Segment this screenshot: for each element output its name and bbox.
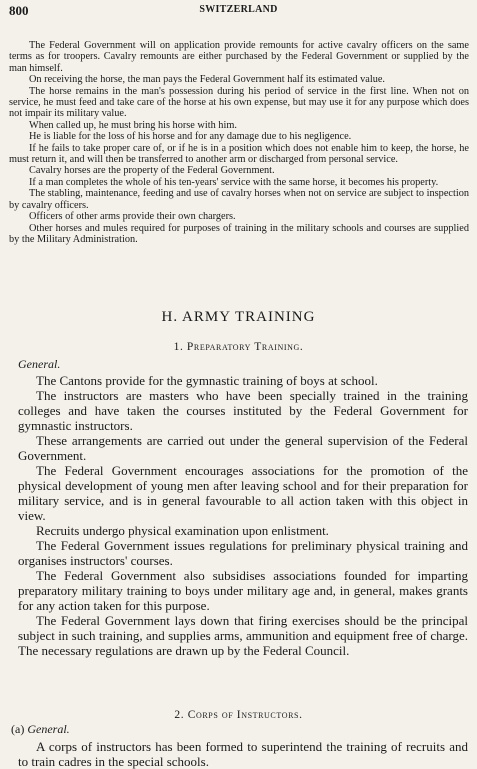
paragraph: A corps of instructors has been formed to superintend the training of recruits and to train cadres in the special schools.	[18, 739, 468, 769]
paragraph: If a man completes the whole of his ten-years' service with the same horse, it becomes his property.	[29, 176, 439, 188]
section-heading: H. ARMY TRAINING	[161, 309, 316, 325]
subsection-heading-corps-of-instructors: 2. Corps of Instructors.	[174, 709, 303, 721]
paragraph: The Federal Government will on application provide remounts for active cavalry officers on the same terms as for troopers. Cavalry remounts are either purchased by the Federal Government or supplied by the man himself.	[9, 40, 469, 74]
paragraph: The instructors are masters who have been specially trained in the training colleges and have taken the courses instituted by the Federal Government for gymnastic instructors.	[18, 388, 468, 433]
corps-of-instructors-text	[18, 739, 468, 769]
paragraph: The horse remains in the man's possession during his period of service in the first line. When not on service, he must feed and take care of the horse at his own expense, but may use it for any purpose which does not impair its military value.	[9, 85, 469, 120]
paragraph: Recruits undergo physical examination upon enlistment.	[36, 523, 329, 538]
paragraph: On receiving the horse, the man pays the Federal Government half its estimated value.	[29, 74, 385, 86]
paragraph: If he fails to take proper care of, or if he is in a position which does not enable him to keep, the horse, he must return it, and will then be transferred to another arm or discharged from personal service.	[9, 142, 469, 166]
paragraph: The Federal Government lays down that firing exercises should be the principal subject in such training, and supplies arms, ammunition and equipment free of charge. The necessary regulations are drawn up by the Federal Council.	[18, 613, 468, 658]
side-marker: (a)	[11, 722, 25, 736]
paragraph: The Cantons provide for the gymnastic training of boys at school.	[36, 373, 378, 388]
paragraph: The Federal Government issues regulations for preliminary physical training and organises instructors' courses.	[18, 538, 468, 568]
paragraph: Other horses and mules required for purposes of training in the military schools and courses are supplied by the Military Administration.	[9, 222, 469, 245]
running-head: SWITZERLAND	[199, 4, 278, 15]
paragraph: The stabling, maintenance, feeding and use of cavalry horses when not on service are subject to inspection by cavalry officers.	[9, 188, 469, 211]
paragraph: The Federal Government encourages associations for the promotion of the physical development of young men after leaving school and for their preparation for military service, and is in general favourable to all action taken with this object in view.	[18, 463, 468, 523]
horse-regulations-text	[9, 40, 469, 245]
page-number: 800	[9, 3, 29, 18]
side-label-general: General.	[18, 357, 61, 371]
side-label: General.	[27, 722, 70, 736]
paragraph: The Federal Government also subsidises associations founded for imparting preparatory military training to boys under military age and, in general, makes grants for any action taken for this purpose.	[18, 568, 468, 613]
preparatory-training-text	[18, 373, 468, 658]
paragraph: When called up, he must bring his horse with him.	[29, 119, 237, 131]
subsection-heading-preparatory-training: 1. Preparatory Training.	[173, 341, 304, 353]
side-label-general-a	[11, 722, 70, 737]
paragraph: Cavalry horses are the property of the Federal Government.	[29, 165, 275, 177]
paragraph: Officers of other arms provide their own chargers.	[29, 211, 236, 223]
paragraph: He is liable for the loss of his horse and for any damage due to his negligence.	[29, 131, 352, 143]
paragraph: These arrangements are carried out under the general supervision of the Federal Government.	[18, 433, 468, 463]
page-header	[9, 3, 468, 19]
